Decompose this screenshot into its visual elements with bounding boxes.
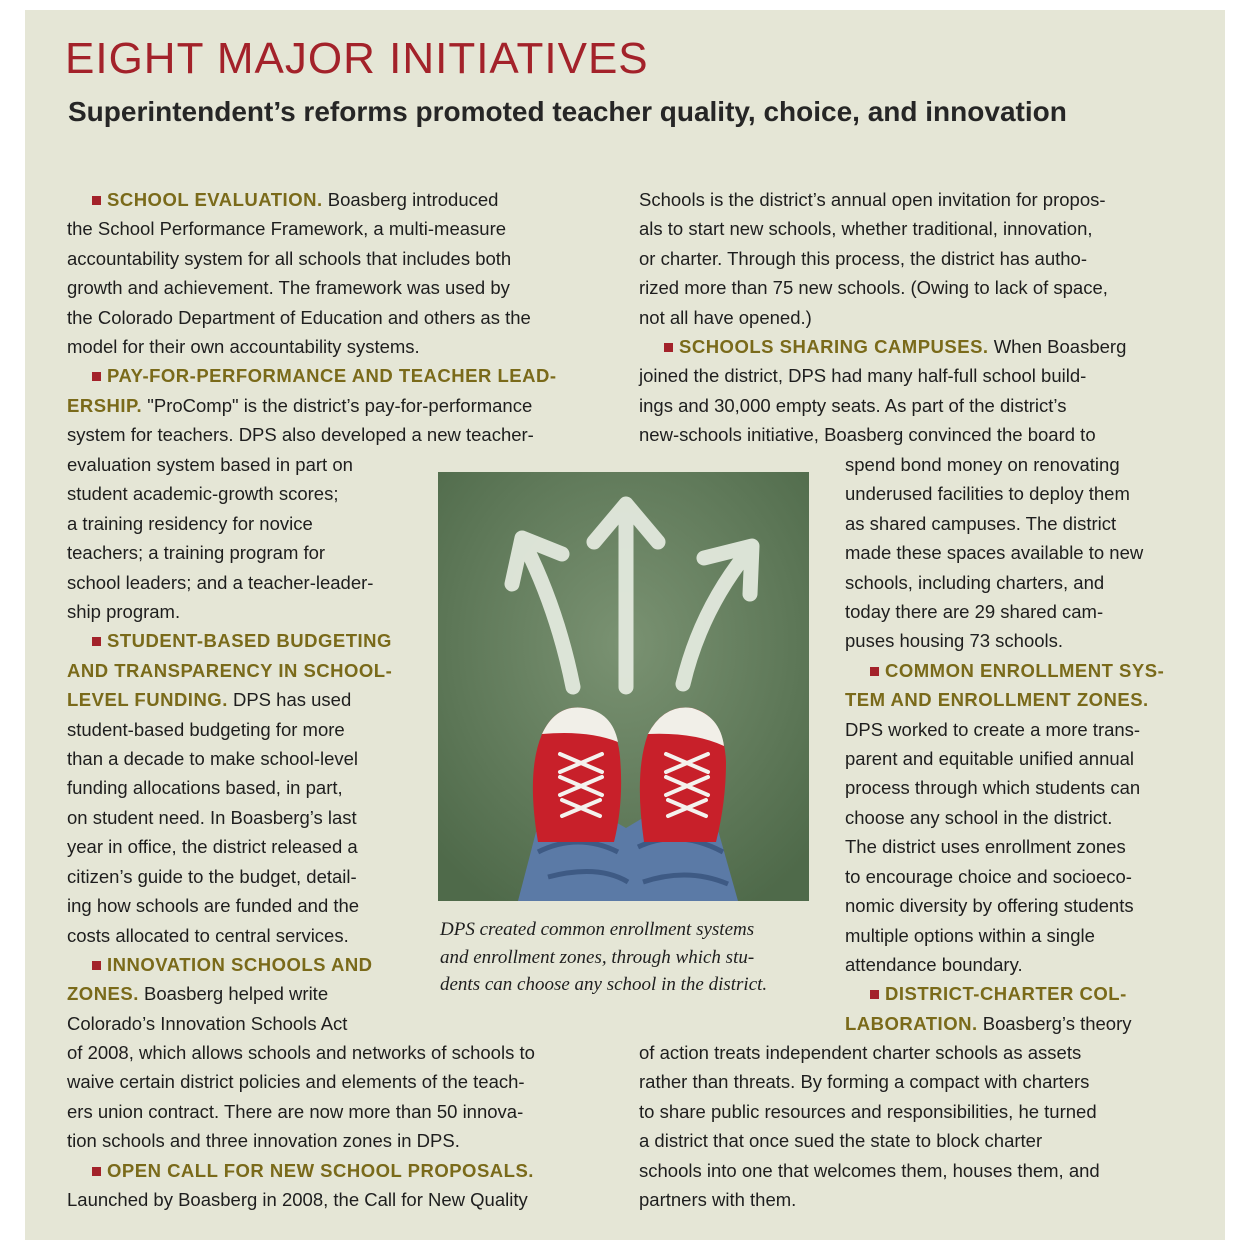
section-student-budgeting: STUDENT-BASED BUDGETING AND TRANSPARENCY IN SCHOOL- LEVEL FUNDING. DPS has used student-based budgeting for more than a decade to make school-level funding allocations based, in part, on student need. In Boasberg’s last year in office, the district released a citizen’s guide to the budget, detail- ing how schools are funded and the costs allocated to central services.: [67, 630, 393, 946]
section-innovation-schools: INNOVATION SCHOOLS AND ZONES. Boasberg helped write Colorado’s Innovation Schools Act: [67, 953, 373, 1034]
page-subtitle: Superintendent’s reforms promoted teacher quality, choice, and innovation: [68, 96, 1067, 127]
bullet-icon: [92, 196, 101, 205]
section-open-call: OPEN CALL FOR NEW SCHOOL PROPOSALS. Launched by Boasberg in 2008, the Call for New Quality: [67, 1159, 534, 1211]
bullet-icon: [664, 343, 673, 352]
section-common-enrollment: COMMON ENROLLMENT SYS- TEM AND ENROLLMENT ZONES. DPS worked to create a more trans- parent and equitable unified annual process through which students can choose any school in the district. The district uses enrollment zones to encourage choice and socioeco- nomic diversity by offering students multiple options within a single attendance boundary.: [845, 659, 1165, 975]
photo-caption: DPS created common enrollment systems and enrollment zones, through which stu- dents can choose any school in the district.: [440, 919, 768, 995]
section-heading: OPEN CALL FOR NEW SCHOOL PROPOSALS.: [107, 1159, 534, 1181]
section-heading: STUDENT-BASED BUDGETING: [107, 630, 392, 652]
section-sharing-campuses-continued: spend bond money on renovating underused facilities to deploy them as shared campuses. The district made these spaces available to new schools, including charters, and today there are 29 shared cam- puses housing 73 schools.: [845, 454, 1144, 652]
section-heading: COMMON ENROLLMENT SYS-: [885, 659, 1165, 681]
section-school-evaluation: SCHOOL EVALUATION. Boasberg introduced the School Performance Framework, a multi-measure accountability system for all schools that includes both growth and achievement. The framework was used by the Colorado Department of Education and others as the model for their own accountability systems.: [67, 189, 531, 358]
bullet-icon: [92, 1167, 101, 1176]
bullet-icon: [870, 990, 879, 999]
section-pay-for-performance: PAY-FOR-PERFORMANCE AND TEACHER LEAD- ERSHIP. "ProComp" is the district’s pay-for-performance system for teachers. DPS also developed a new teacher-: [67, 365, 557, 446]
section-charter-collaboration: DISTRICT-CHARTER COL- LABORATION. Boasberg’s theory: [845, 983, 1132, 1034]
section-heading: PAY-FOR-PERFORMANCE AND TEACHER LEAD-: [107, 365, 557, 387]
section-heading: SCHOOL EVALUATION.: [107, 189, 323, 210]
section-heading: LABORATION.: [845, 1012, 978, 1034]
right-column-narrow: [845, 450, 1195, 1038]
photo-illustration: [438, 472, 809, 901]
section-open-call-continued: Schools is the district’s annual open invitation for propos- als to start new schools, whether traditional, innovation, or charter. Through this process, the district has autho- rized more than 75 new schools. (Owing to lack of space, not all have opened.): [639, 189, 1108, 328]
section-heading: DISTRICT-CHARTER COL-: [885, 983, 1127, 1005]
section-heading: SCHOOLS SHARING CAMPUSES.: [679, 336, 989, 358]
bullet-icon: [92, 637, 101, 646]
section-sharing-campuses: SCHOOLS SHARING CAMPUSES. When Boasberg joined the district, DPS had many half-full school build- ings and 30,000 empty seats. As part of the district’s new-schools initiative, Boasberg convinced the board to: [639, 336, 1127, 446]
bullet-icon: [92, 961, 101, 970]
section-charter-collaboration-continued: of action treats independent charter schools as assets rather than threats. By forming a compact with charters to share public resources and responsibilities, he turned a district that once sued the state to block charter schools into one that welcomes them, houses them, and partners with them.: [639, 1042, 1100, 1211]
right-column-top: [639, 185, 1189, 450]
section-heading: ZONES.: [67, 983, 139, 1005]
section-heading: AND TRANSPARENCY IN SCHOOL-: [67, 659, 393, 681]
section-heading: TEM AND ENROLLMENT ZONES.: [845, 689, 1149, 711]
left-column-bottom: [67, 1038, 612, 1214]
section-heading: LEVEL FUNDING.: [67, 689, 228, 711]
left-column-top: [67, 185, 612, 450]
bullet-icon: [870, 667, 879, 676]
sneakers-chalk-arrows-photo: [438, 472, 809, 901]
left-column-narrow: [67, 450, 427, 1038]
page-title: EIGHT MAJOR INITIATIVES: [65, 34, 649, 83]
section-heading: ERSHIP.: [67, 394, 143, 416]
right-column-bottom: [639, 1038, 1189, 1214]
section-innovation-schools-continued: of 2008, which allows schools and networks of schools to waive certain district policies and elements of the teach- ers union contract. There are now more than 50 innova- tion schools and three innovation zones in DPS.: [67, 1042, 535, 1152]
bullet-icon: [92, 372, 101, 381]
section-heading: INNOVATION SCHOOLS AND: [107, 953, 373, 975]
section-pay-for-performance-continued: evaluation system based in part on student academic-growth scores; a training residency for novice teachers; a training program for school leaders; and a teacher-leader- ship program.: [67, 454, 374, 623]
